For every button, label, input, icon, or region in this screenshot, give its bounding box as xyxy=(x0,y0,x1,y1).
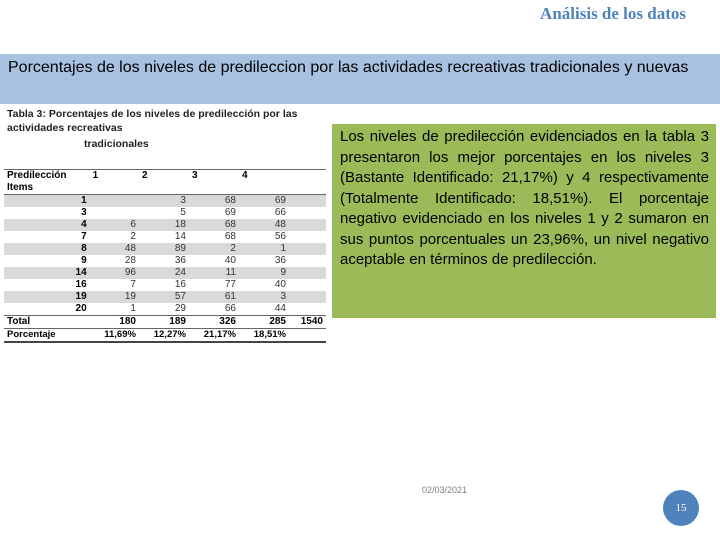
table-row xyxy=(4,207,326,219)
value-cell: 44 xyxy=(239,303,289,316)
value-cell: 1 xyxy=(239,243,289,255)
percent-cell: 18,51% xyxy=(239,329,289,343)
value-cell: 5 xyxy=(139,207,189,219)
table-row xyxy=(4,231,326,243)
table-row xyxy=(4,255,326,267)
value-cell: 11 xyxy=(189,267,239,279)
value-cell: 69 xyxy=(239,195,289,208)
value-cell: 3 xyxy=(239,291,289,303)
total-cell: 326 xyxy=(189,316,239,329)
total-cell: 180 xyxy=(90,316,139,329)
header-label-bottom: Items xyxy=(4,182,90,195)
item-cell: 16 xyxy=(4,279,90,291)
table-row xyxy=(4,243,326,255)
value-cell: 66 xyxy=(239,207,289,219)
item-cell: 3 xyxy=(4,207,90,219)
value-cell: 29 xyxy=(139,303,189,316)
value-cell: 40 xyxy=(239,279,289,291)
table-figure xyxy=(4,107,326,343)
table-row xyxy=(4,195,326,208)
value-cell: 2 xyxy=(90,231,139,243)
value-cell: 66 xyxy=(189,303,239,316)
total-cell: 189 xyxy=(139,316,189,329)
header-label-top: Predilección xyxy=(7,170,67,181)
table-row xyxy=(4,279,326,291)
table-row xyxy=(4,303,326,316)
table-caption-line2: tradicionales xyxy=(84,138,149,150)
value-cell: 48 xyxy=(239,219,289,231)
item-cell: 1 xyxy=(4,195,90,208)
footer-date: 02/03/2021 xyxy=(422,485,468,495)
value-cell: 96 xyxy=(90,267,139,279)
table-caption-line1: Tabla 3: Porcentajes de los niveles de predilección por las actividades recreativas xyxy=(7,108,298,134)
percent-label: Porcentaje xyxy=(4,329,90,343)
item-cell: 8 xyxy=(4,243,90,255)
table-header-row xyxy=(4,170,326,183)
table-caption xyxy=(4,107,326,151)
table-body xyxy=(4,195,326,316)
value-cell: 36 xyxy=(139,255,189,267)
total-row xyxy=(4,316,326,329)
value-cell: 68 xyxy=(189,195,239,208)
value-cell: 68 xyxy=(189,231,239,243)
item-cell: 20 xyxy=(4,303,90,316)
summary-text: Los niveles de predilección evidenciados en la tabla 3 presentaron los mejor porcentajes en los niveles 3 (Bastante Identificado: 21,17%) y 4 respectivamente (Totalmente Identificado: 18,51%). El porcentaje negativo evidenciado en los niveles 1 y 2 sumaron en sus puntos porcentuales un 23,96%, un nivel negativo aceptable en términos de predilección. xyxy=(340,128,709,268)
percent-cell: 21,17% xyxy=(189,329,239,343)
percent-row xyxy=(4,329,326,343)
value-cell: 61 xyxy=(189,291,239,303)
percent-cell: 11,69% xyxy=(90,329,139,343)
total-cell: 285 xyxy=(239,316,289,329)
value-cell: 68 xyxy=(189,219,239,231)
value-cell: 16 xyxy=(139,279,189,291)
banner-text: Porcentajes de los niveles de predileccion por las actividades recreativas tradicionales y nuevas xyxy=(8,59,689,76)
header-col-extra xyxy=(289,170,326,183)
data-table xyxy=(4,169,326,343)
value-cell: 40 xyxy=(189,255,239,267)
table-row xyxy=(4,267,326,279)
value-cell: 36 xyxy=(239,255,289,267)
slide-title: Análisis de los datos xyxy=(540,4,686,23)
item-cell: 7 xyxy=(4,231,90,243)
item-cell: 4 xyxy=(4,219,90,231)
item-cell: 14 xyxy=(4,267,90,279)
value-cell: 1 xyxy=(90,303,139,316)
header-col-1: 1 xyxy=(92,170,99,181)
total-label: Total xyxy=(4,316,90,329)
percent-cell: 12,27% xyxy=(139,329,189,343)
value-cell xyxy=(90,195,139,208)
value-cell xyxy=(90,207,139,219)
value-cell: 56 xyxy=(239,231,289,243)
value-cell: 6 xyxy=(90,219,139,231)
value-cell: 3 xyxy=(139,195,189,208)
page-number-badge: 15 xyxy=(663,490,699,526)
value-cell: 89 xyxy=(139,243,189,255)
value-cell: 28 xyxy=(90,255,139,267)
value-cell: 9 xyxy=(239,267,289,279)
header-col-3: 3 xyxy=(191,170,198,181)
header-col-2: 2 xyxy=(141,170,148,181)
value-cell: 14 xyxy=(139,231,189,243)
table-row xyxy=(4,219,326,231)
value-cell: 69 xyxy=(189,207,239,219)
item-cell: 19 xyxy=(4,291,90,303)
value-cell: 77 xyxy=(189,279,239,291)
value-cell: 19 xyxy=(90,291,139,303)
grand-total-cell: 1540 xyxy=(289,316,326,329)
value-cell: 24 xyxy=(139,267,189,279)
table-row xyxy=(4,291,326,303)
table-header-row-2 xyxy=(4,182,326,195)
value-cell: 18 xyxy=(139,219,189,231)
item-cell: 9 xyxy=(4,255,90,267)
header-col-4: 4 xyxy=(241,170,248,181)
value-cell: 2 xyxy=(189,243,239,255)
value-cell: 57 xyxy=(139,291,189,303)
value-cell: 7 xyxy=(90,279,139,291)
value-cell: 48 xyxy=(90,243,139,255)
